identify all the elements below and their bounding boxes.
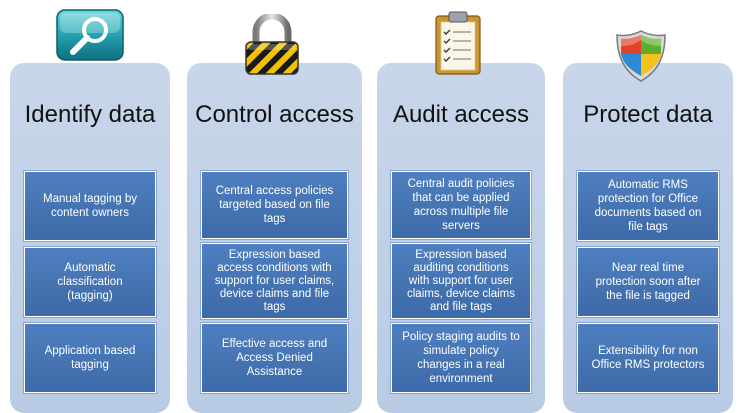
list-item: Expression based access conditions with support for user claims, device claims and file tags	[201, 243, 348, 319]
list-item: Expression based auditing conditions with support for user claims, device claims and file tags	[391, 243, 531, 319]
control-access-panel	[187, 63, 362, 413]
list-item: Extensibility for non Office RMS protectors	[577, 323, 719, 393]
list-item: Near real time protection soon after the file is tagged	[577, 247, 719, 317]
identify-data-panel	[10, 63, 170, 413]
panel-title: Protect data	[583, 101, 713, 128]
padlock-icon	[240, 14, 304, 78]
panel-title: Audit access	[392, 101, 530, 128]
windows-shield-icon	[613, 28, 669, 84]
list-item: Application based tagging	[24, 323, 156, 393]
list-item: Manual tagging by content owners	[24, 171, 156, 241]
list-item: Automatic RMS protection for Office documents based on file tags	[577, 171, 719, 241]
list-item: Central audit policies that can be applied across multiple file servers	[391, 171, 531, 239]
list-item: Policy staging audits to simulate policy changes in a real environment	[391, 323, 531, 393]
panel-title: Control access	[195, 101, 354, 128]
clipboard-icon	[432, 10, 484, 76]
panel-title: Identify data	[24, 101, 156, 128]
list-item: Central access policies targeted based on file tags	[201, 171, 348, 239]
audit-access-panel	[377, 63, 545, 413]
magnifier-icon	[55, 8, 125, 64]
protect-data-panel	[563, 63, 733, 413]
list-item: Effective access and Access Denied Assistance	[201, 323, 348, 393]
list-item: Automatic classification (tagging)	[24, 247, 156, 317]
